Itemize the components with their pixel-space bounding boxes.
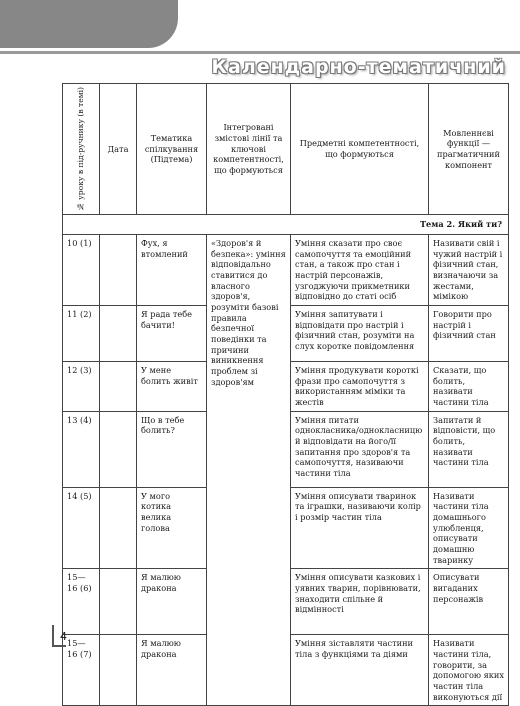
calendar-plan-table <box>62 83 509 706</box>
page-number-tick <box>52 645 66 647</box>
lesson-number: 13 (4) <box>63 411 100 487</box>
integrated-competence: «Здоров'я й безпека»: уміння відповідально ставитися до власного здоров'я, розуміти базові правила безпечної поведінки та причини виникнення проблем зі здоров'ям <box>207 235 291 412</box>
lesson-date <box>100 635 137 706</box>
col-header-subject-competence: Предметні компетентності, що формуються <box>291 84 429 215</box>
lesson-topic: У мене болить живіт <box>137 362 207 412</box>
col-header-speech-functions: Мовленнєві функції — прагматичний компонент <box>429 84 509 215</box>
subject-competence: Уміння питати однокласника/однокласницю й відповідати на його/її запитання про здоров'я та самопочуття, називаючи частини тіла <box>291 411 429 487</box>
lesson-topic: Я рада тебе бачити! <box>137 306 207 362</box>
col-header-integrated: Інтегровані змістові лінії та ключові компетентності, що формуються <box>207 84 291 215</box>
speech-function: Називати свій і чужий настрій і фізичний стан, визначаючи за жестами, мімікою <box>429 235 509 306</box>
lesson-number: 11 (2) <box>63 306 100 362</box>
lesson-topic: Що в тебе болить? <box>137 411 207 487</box>
subject-competence: Уміння продукувати короткі фрази про самопочуття з використанням міміки та жестів <box>291 362 429 412</box>
table-row <box>63 235 509 306</box>
col-header-date: Дата <box>100 84 137 215</box>
subject-competence: Уміння описувати тваринок та іграшки, називаючи колір і розмір частин тіла <box>291 487 429 569</box>
lesson-topic: Фух, я втомлений <box>137 235 207 306</box>
page-number: 4 <box>60 630 67 643</box>
lesson-date <box>100 487 137 569</box>
lesson-number: 15—16 (7) <box>63 635 100 706</box>
subject-competence: Уміння сказати про своє самопочуття та емоційний стан, а також про стан і настрій персонажів, узгоджуючи прикметники відповідно до статі осіб <box>291 235 429 306</box>
lesson-topic: Я малюю дракона <box>137 569 207 635</box>
lesson-topic: Я малюю дракона <box>137 635 207 706</box>
header-rule <box>0 51 520 54</box>
integrated-competence-continued <box>207 411 291 706</box>
lesson-number: 15—16 (6) <box>63 569 100 635</box>
lesson-number: 14 (5) <box>63 487 100 569</box>
lesson-date <box>100 235 137 306</box>
speech-function: Сказати, що болить, називати частини тіла <box>429 362 509 412</box>
subject-competence: Уміння запитувати і відповідати про настрій і фізичний стан, розуміти на слух коротке повідомлення <box>291 306 429 362</box>
speech-function: Описувати вигаданих персонажів <box>429 569 509 635</box>
theme-row <box>63 215 509 235</box>
lesson-date <box>100 306 137 362</box>
col-header-lesson-number: № уроку в під-ручнику (в темі) <box>63 84 100 215</box>
lesson-number: 12 (3) <box>63 362 100 412</box>
page-number-bar <box>52 625 54 647</box>
page-title: Календарно-тематичний <box>211 56 506 78</box>
lesson-date <box>100 569 137 635</box>
table-row <box>63 411 509 487</box>
theme-title: Тема 2. Який ти? <box>63 215 509 235</box>
lesson-date <box>100 411 137 487</box>
lesson-date <box>100 362 137 412</box>
speech-function: Називати частини тіла, говорити, за допомогою яких частин тіла виконуються дії <box>429 635 509 706</box>
table-header-row <box>63 84 509 215</box>
subject-competence: Уміння описувати казкових і уявних тварин, порівнювати, знаходити спільне й відмінності <box>291 569 429 635</box>
header-tab-decoration <box>0 0 178 48</box>
speech-function: Говорити про настрій і фізичний стан <box>429 306 509 362</box>
speech-function: Називати частини тіла домашнього улюбленця, описувати домашню тваринку <box>429 487 509 569</box>
lesson-number: 10 (1) <box>63 235 100 306</box>
calendar-plan-table-wrapper <box>62 83 508 706</box>
lesson-topic: У мого котика велика голова <box>137 487 207 569</box>
speech-function: Запитати й відповісти, що болить, називати частини тіла <box>429 411 509 487</box>
col-header-topic: Тематика спілкування (Підтема) <box>137 84 207 215</box>
subject-competence: Уміння зіставляти частини тіла з функціями та діями <box>291 635 429 706</box>
